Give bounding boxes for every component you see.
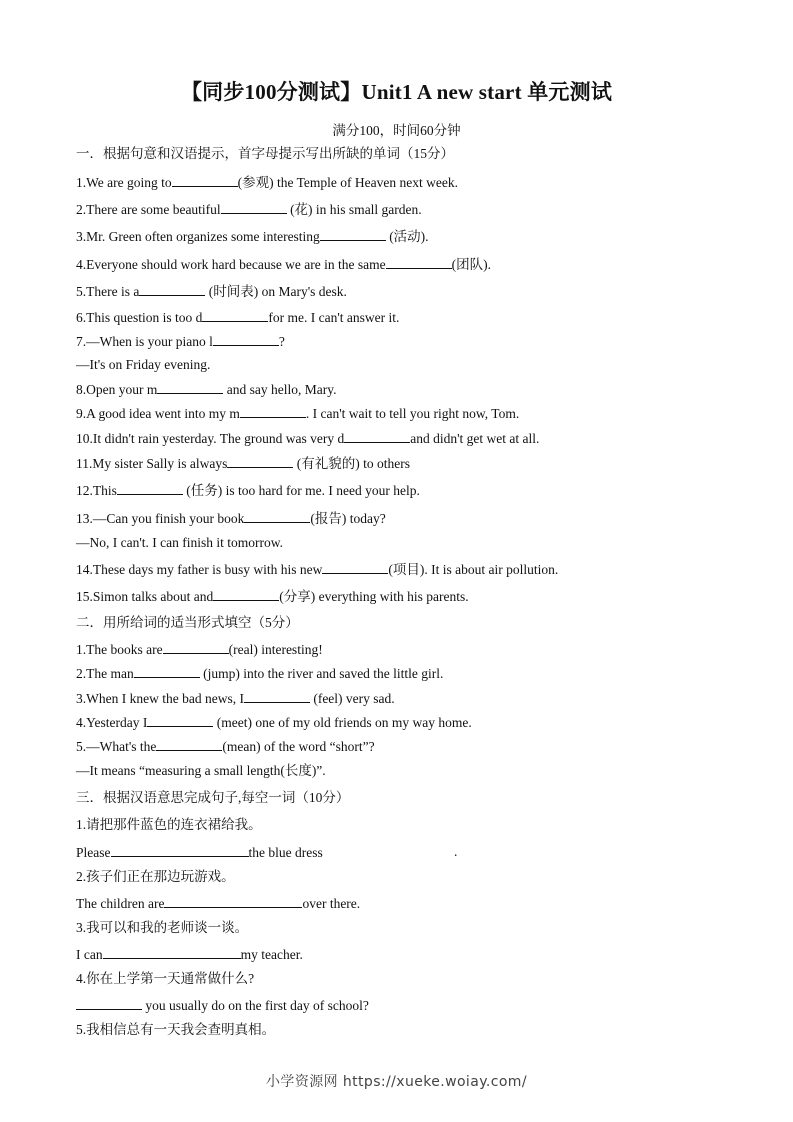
question-text: (有礼貌的) to others (293, 456, 410, 471)
answer-blank[interactable] (163, 641, 229, 654)
answer-blank[interactable] (386, 256, 452, 269)
question-line (76, 309, 399, 326)
question-text: —It's on Friday evening. (76, 357, 211, 372)
answer-blank[interactable] (76, 997, 142, 1010)
answer-blank[interactable] (172, 174, 238, 187)
answer-blank[interactable] (147, 714, 213, 727)
question-text: 7.—When is your piano l (76, 334, 213, 349)
answer-blank[interactable] (221, 201, 287, 214)
question-text: (项目). It is about air pollution. (388, 562, 559, 577)
answer-lead-text: The children are (76, 896, 165, 911)
question-line (76, 430, 539, 447)
question-text: 2.The man (76, 666, 134, 681)
answer-blank[interactable] (244, 690, 310, 703)
question-line (76, 482, 420, 499)
question-text: 1.We are going to (76, 175, 172, 190)
section-1-heading (76, 146, 454, 162)
question-line (76, 333, 285, 350)
answer-blank[interactable] (322, 561, 388, 574)
chinese-prompt-text: 2.孩子们正在那边玩游戏。 (76, 869, 235, 884)
question-text: —It means “measuring a small length(长度)”. (76, 763, 326, 778)
answer-tail-text: my teacher. (240, 947, 303, 962)
chinese-prompt-text: 3.我可以和我的老师谈一谈。 (76, 920, 249, 935)
chinese-prompt-text: 4.你在上学第一天通常做什么? (76, 971, 255, 986)
question-line (76, 641, 323, 658)
english-answer-line (76, 844, 458, 861)
answer-lead-text: Please (76, 845, 111, 860)
question-line (76, 510, 386, 527)
question-line (76, 455, 410, 472)
chinese-prompt (76, 920, 248, 936)
question-text: 6.This question is too d (76, 310, 203, 325)
question-text: 14.These days my father is busy with his new (76, 562, 323, 577)
question-text: (时间表) on Mary's desk. (205, 284, 347, 299)
english-answer-line (76, 997, 369, 1014)
question-line (76, 738, 375, 755)
question-text: 13.—Can you finish your book (76, 511, 245, 526)
question-text: 5.—What's the (76, 739, 157, 754)
english-answer-line (76, 946, 303, 963)
question-text: 1.The books are (76, 642, 163, 657)
answer-blank[interactable] (111, 844, 249, 857)
question-text: and didn't get wet at all. (410, 431, 540, 446)
question-line (76, 381, 336, 398)
question-text: 4.Yesterday I (76, 715, 148, 730)
question-line (76, 357, 210, 373)
section-heading-text: 一．根据句意和汉语提示，首字母提示写出所缺的单词（15分） (76, 146, 454, 161)
question-text: 3.When I knew the bad news, I (76, 691, 244, 706)
question-text: . I can't wait to tell you right now, Tom. (305, 406, 520, 421)
section-2-heading (76, 615, 299, 631)
chinese-prompt (76, 869, 235, 885)
chinese-prompt-text: 5.我相信总有一天我会查明真相。 (76, 1022, 276, 1037)
question-line (76, 665, 443, 682)
answer-blank[interactable] (164, 895, 302, 908)
question-text: (任务) is too hard for me. I need your help. (182, 483, 420, 498)
answer-blank[interactable] (213, 588, 279, 601)
question-text: 9.A good idea went into my m (76, 406, 240, 421)
english-answer-line (76, 895, 360, 912)
answer-lead-text: I can (76, 947, 103, 962)
question-text: for me. I can't answer it. (268, 310, 400, 325)
question-line (76, 405, 519, 422)
question-text: 2.There are some beautiful (76, 202, 221, 217)
question-text: (real) interesting! (228, 642, 323, 657)
question-line (76, 763, 326, 779)
answer-blank[interactable] (156, 738, 222, 751)
answer-blank[interactable] (134, 665, 200, 678)
question-line (76, 535, 283, 551)
question-text: 3.Mr. Green often organizes some interesting (76, 229, 320, 244)
question-text: —No, I can't. I can finish it tomorrow. (76, 535, 284, 550)
question-line (76, 561, 558, 578)
question-text: (参观) the Temple of Heaven next week. (237, 175, 458, 190)
question-text: 8.Open your m (76, 382, 158, 397)
question-text: (报告) today? (310, 511, 386, 526)
chinese-prompt (76, 971, 254, 987)
question-text: 15.Simon talks about and (76, 589, 214, 604)
question-text: and say hello, Mary. (223, 382, 337, 397)
answer-blank[interactable] (240, 405, 306, 418)
answer-blank[interactable] (227, 455, 293, 468)
question-line (76, 690, 395, 707)
answer-blank[interactable] (117, 482, 183, 495)
question-text: (花) in his small garden. (286, 202, 422, 217)
section-3-heading (76, 790, 349, 806)
question-text: (活动). (385, 229, 429, 244)
question-text: (mean) of the word “short”? (222, 739, 375, 754)
answer-blank[interactable] (244, 510, 310, 523)
answer-end-punct: . (454, 844, 458, 859)
question-text: 10.It didn't rain yesterday. The ground was very d (76, 431, 345, 446)
question-text: (团队). (451, 257, 492, 272)
question-text: (jump) into the river and saved the little girl. (199, 666, 444, 681)
answer-blank[interactable] (320, 228, 386, 241)
question-line (76, 283, 347, 300)
section-heading-text: 三．根据汉语意思完成句子,每空一词（10分） (76, 790, 350, 805)
question-line (76, 256, 491, 273)
question-line (76, 201, 422, 218)
answer-blank[interactable] (157, 381, 223, 394)
chinese-prompt (76, 1022, 275, 1038)
question-text: (分享) everything with his parents. (279, 589, 469, 604)
question-text: 11.My sister Sally is always (76, 456, 228, 471)
question-line (76, 714, 472, 731)
question-text: (meet) one of my old friends on my way home. (213, 715, 472, 730)
answer-blank[interactable] (103, 946, 241, 959)
question-text: (feel) very sad. (309, 691, 395, 706)
page-subtitle: 满分100，时间60分钟 (332, 123, 461, 138)
answer-blank[interactable] (213, 333, 279, 346)
question-line (76, 174, 458, 191)
chinese-prompt-text: 1.请把那件蓝色的连衣裙给我。 (76, 817, 262, 832)
question-text: 5.There is a (76, 284, 140, 299)
question-text: ? (278, 334, 285, 349)
question-text: 12.This (76, 483, 117, 498)
question-line (76, 228, 429, 245)
footer-watermark: 小学资源网 https://xueke.woiay.com/ (266, 1074, 527, 1090)
question-text: 4.Everyone should work hard because we are in the same (76, 257, 386, 272)
chinese-prompt (76, 817, 262, 833)
answer-blank[interactable] (202, 309, 268, 322)
answer-blank[interactable] (139, 283, 205, 296)
section-heading-text: 二．用所给词的适当形式填空（5分） (76, 615, 299, 630)
answer-tail-text: you usually do on the first day of school? (142, 998, 369, 1013)
answer-blank[interactable] (344, 430, 410, 443)
answer-tail-text: the blue dress (248, 845, 323, 860)
page-title: 【同步100分测试】Unit1 A new start 单元测试 (180, 80, 613, 104)
answer-tail-text: over there. (302, 896, 361, 911)
question-line (76, 588, 469, 605)
